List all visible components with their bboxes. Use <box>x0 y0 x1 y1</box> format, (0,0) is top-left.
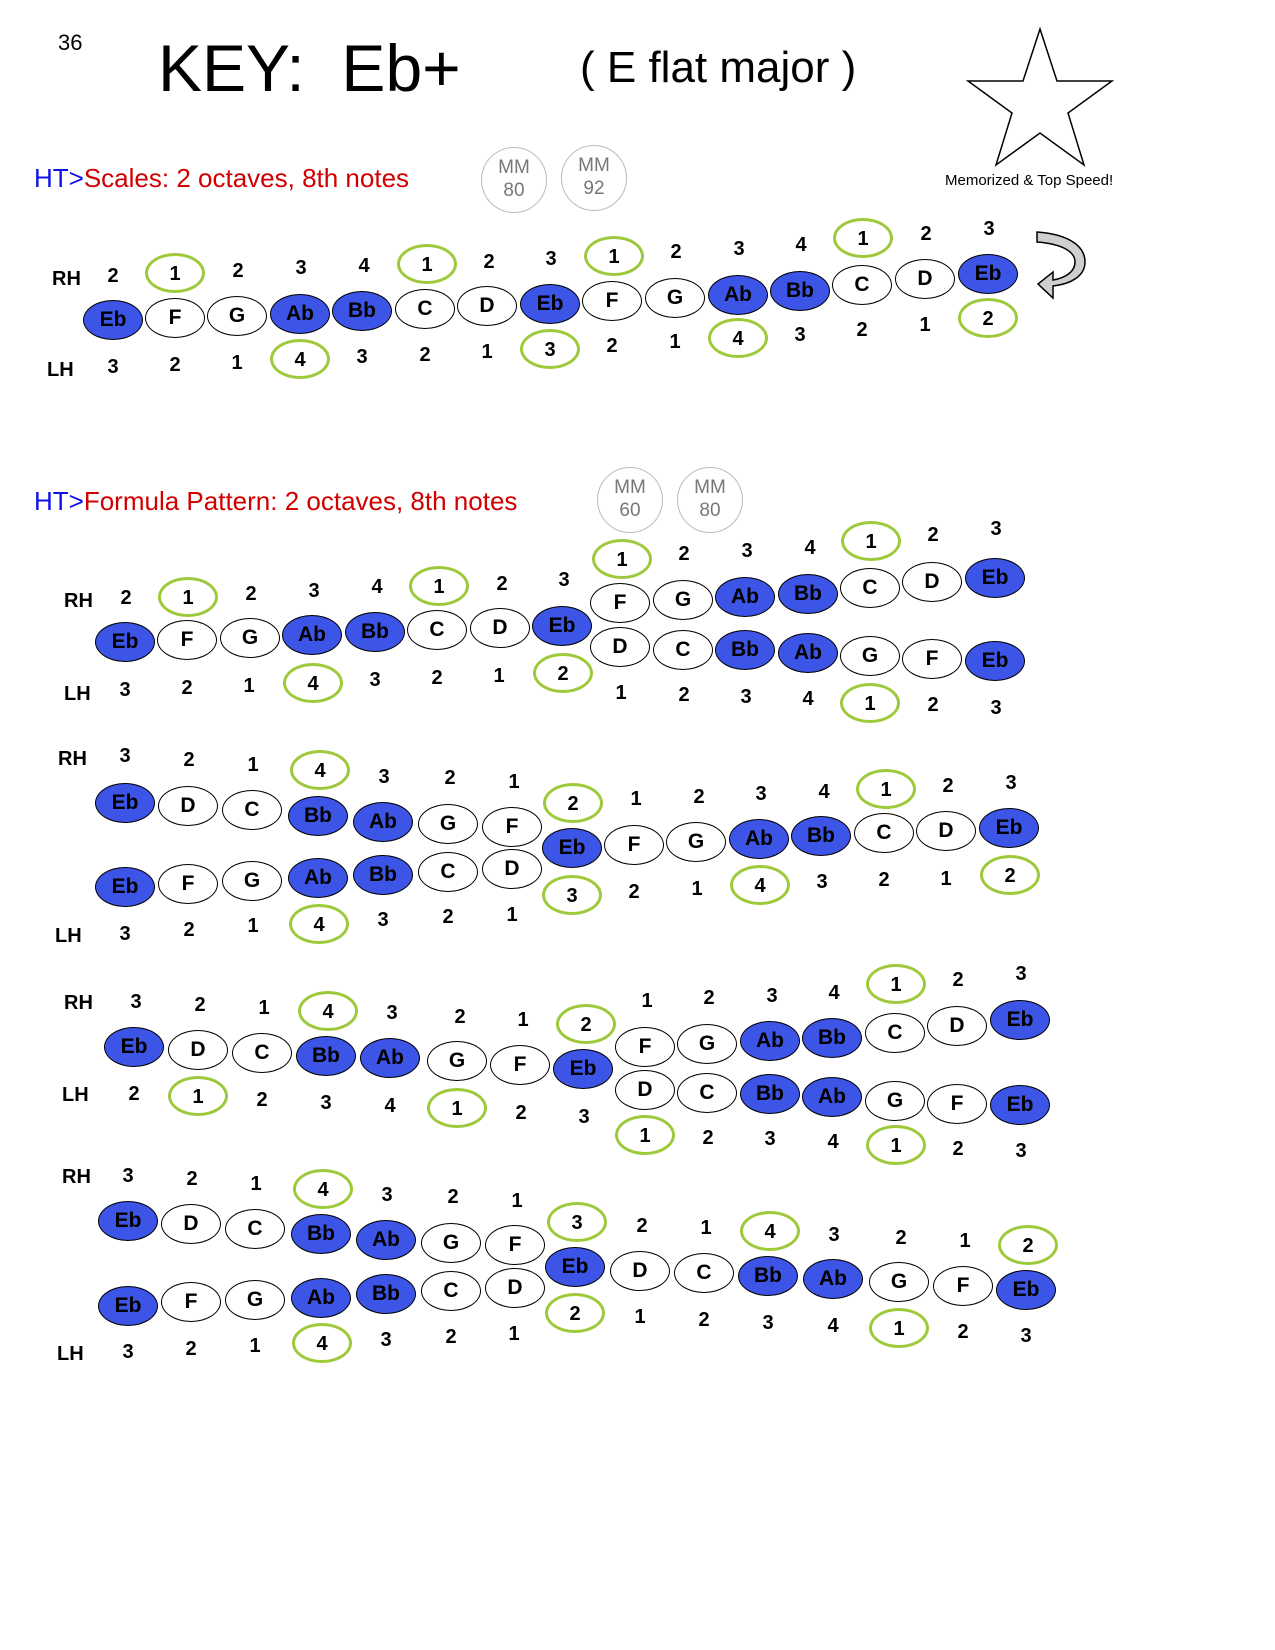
fingering-number: 3 <box>762 1312 774 1334</box>
note-bb: Bb <box>738 1256 798 1296</box>
fingering-number: 3 <box>828 1224 840 1246</box>
note-bb: Bb <box>353 855 413 895</box>
fingering-number: 3 <box>1015 1140 1027 1162</box>
note-eb: Eb <box>98 1201 158 1241</box>
fingering-number: 4 <box>827 1131 839 1153</box>
fingering-circled: 2 <box>543 783 603 823</box>
fingering-circled: 2 <box>998 1225 1058 1265</box>
fingering-number: 3 <box>320 1092 332 1114</box>
fingering-circled: 2 <box>533 653 593 693</box>
fingering-number: 2 <box>678 543 690 565</box>
note-f: F <box>158 864 218 904</box>
note-ab: Ab <box>740 1021 800 1061</box>
note-eb: Eb <box>95 622 155 662</box>
lh-label: LH <box>64 683 91 705</box>
note-f: F <box>590 583 650 623</box>
fingering-number: 1 <box>258 997 270 1019</box>
fingering-number: 2 <box>628 881 640 903</box>
note-g: G <box>418 804 478 844</box>
note-bb: Bb <box>345 612 405 652</box>
note-f: F <box>161 1282 221 1322</box>
fingering-number: 2 <box>256 1089 268 1111</box>
fingering-number: 1 <box>481 341 493 363</box>
fingering-circled: 1 <box>427 1088 487 1128</box>
fingering-number: 3 <box>386 1002 398 1024</box>
key-name: ( E flat major ) <box>580 43 857 92</box>
mm-value: 60 <box>619 500 641 521</box>
fingering-number: 1 <box>691 878 703 900</box>
rh-label: RH <box>52 268 81 290</box>
fingering-circled: 1 <box>592 539 652 579</box>
fingering-number: 2 <box>496 573 508 595</box>
page-number: 36 <box>58 30 83 55</box>
note-d: D <box>161 1204 221 1244</box>
note-g: G <box>421 1223 481 1263</box>
note-g: G <box>840 636 900 676</box>
fingering-number: 1 <box>517 1009 529 1031</box>
note-eb: Eb <box>965 558 1025 598</box>
fingering-number: 1 <box>634 1306 646 1328</box>
note-d: D <box>916 811 976 851</box>
note-ab: Ab <box>802 1077 862 1117</box>
fingering-number: 2 <box>232 260 244 282</box>
note-d: D <box>615 1070 675 1110</box>
note-ab: Ab <box>778 633 838 673</box>
fingering-number: 3 <box>308 580 320 602</box>
fingering-number: 3 <box>1005 772 1017 794</box>
note-eb: Eb <box>545 1247 605 1287</box>
fingering-number: 2 <box>442 906 454 928</box>
note-bb: Bb <box>802 1018 862 1058</box>
fingering-number: 3 <box>381 1184 393 1206</box>
fingering-number: 2 <box>703 987 715 1009</box>
note-g: G <box>869 1262 929 1302</box>
mm-label: MM <box>498 157 530 178</box>
fingering-number: 3 <box>794 324 806 346</box>
note-g: G <box>225 1280 285 1320</box>
note-c: C <box>832 265 892 305</box>
note-f: F <box>933 1266 993 1306</box>
note-eb: Eb <box>996 1270 1056 1310</box>
fingering-number: 4 <box>795 234 807 256</box>
note-f: F <box>604 825 664 865</box>
fingering-circled: 4 <box>708 318 768 358</box>
fingering-number: 2 <box>698 1309 710 1331</box>
fingering-number: 3 <box>377 909 389 931</box>
note-f: F <box>615 1027 675 1067</box>
fingering-circled: 1 <box>841 521 901 561</box>
note-ab: Ab <box>708 275 768 315</box>
fingering-number: 2 <box>693 786 705 808</box>
fingering-number: 1 <box>669 331 681 353</box>
fingering-number: 3 <box>1020 1325 1032 1347</box>
fingering-number: 2 <box>606 335 618 357</box>
note-c: C <box>677 1073 737 1113</box>
note-c: C <box>225 1209 285 1249</box>
fingering-number: 3 <box>119 745 131 767</box>
fingering-circled: 3 <box>547 1202 607 1242</box>
fingering-number: 2 <box>419 344 431 366</box>
ht-label: HT> <box>34 163 84 193</box>
fingering-circled: 1 <box>840 683 900 723</box>
fingering-number: 1 <box>493 665 505 687</box>
fingering-number: 3 <box>295 257 307 279</box>
note-c: C <box>395 289 455 329</box>
fingering-number: 2 <box>856 319 868 341</box>
lh-label: LH <box>62 1084 89 1106</box>
fingering-number: 2 <box>957 1321 969 1343</box>
note-ab: Ab <box>282 615 342 655</box>
fingering-circled: 1 <box>584 236 644 276</box>
fingering-number: 1 <box>511 1190 523 1212</box>
fingering-number: 2 <box>183 919 195 941</box>
fingering-number: 1 <box>249 1335 261 1357</box>
note-eb: Eb <box>83 300 143 340</box>
lh-label: LH <box>47 359 74 381</box>
fingering-number: 3 <box>741 540 753 562</box>
fingering-number: 3 <box>1015 963 1027 985</box>
note-ab: Ab <box>729 819 789 859</box>
fingering-number: 3 <box>764 1128 776 1150</box>
note-f: F <box>482 807 542 847</box>
fingering-circled: 4 <box>740 1211 800 1251</box>
fingering-number: 3 <box>983 218 995 240</box>
note-g: G <box>220 618 280 658</box>
fingering-number: 2 <box>431 667 443 689</box>
fingering-circled: 1 <box>869 1308 929 1348</box>
note-g: G <box>427 1041 487 1081</box>
fingering-circled: 1 <box>397 244 457 284</box>
note-c: C <box>854 813 914 853</box>
note-d: D <box>457 286 517 326</box>
note-eb: Eb <box>965 641 1025 681</box>
fingering-circled: 4 <box>293 1169 353 1209</box>
fingering-number: 3 <box>119 679 131 701</box>
note-ab: Ab <box>270 294 330 334</box>
fingering-number: 2 <box>445 1326 457 1348</box>
note-eb: Eb <box>990 1000 1050 1040</box>
fingering-circled: 4 <box>270 339 330 379</box>
fingering-circled: 1 <box>145 253 205 293</box>
fingering-number: 2 <box>245 583 257 605</box>
note-d: D <box>610 1251 670 1291</box>
fingering-number: 1 <box>508 1323 520 1345</box>
note-f: F <box>902 639 962 679</box>
fingering-circled: 4 <box>292 1323 352 1363</box>
note-f: F <box>145 298 205 338</box>
note-c: C <box>840 568 900 608</box>
note-f: F <box>485 1225 545 1265</box>
fingering-number: 2 <box>107 265 119 287</box>
fingering-number: 3 <box>119 923 131 945</box>
fingering-number: 2 <box>447 1186 459 1208</box>
fingering-number: 3 <box>740 686 752 708</box>
note-ab: Ab <box>288 858 348 898</box>
note-c: C <box>232 1033 292 1073</box>
mm-label: MM <box>578 155 610 176</box>
rh-label: RH <box>62 1166 91 1188</box>
note-g: G <box>666 822 726 862</box>
page-title: KEY: Eb+ <box>158 31 461 105</box>
fingering-circled: 1 <box>615 1115 675 1155</box>
note-bb: Bb <box>288 796 348 836</box>
fingering-circled: 1 <box>409 566 469 606</box>
fingering-number: 3 <box>990 697 1002 719</box>
fingering-number: 3 <box>107 356 119 378</box>
ht-label: HT> <box>34 486 84 516</box>
note-c: C <box>674 1253 734 1293</box>
fingering-number: 4 <box>384 1095 396 1117</box>
fingering-number: 4 <box>802 688 814 710</box>
fingering-number: 4 <box>827 1315 839 1337</box>
note-bb: Bb <box>332 291 392 331</box>
fingering-number: 2 <box>515 1102 527 1124</box>
fingering-number: 1 <box>919 314 931 336</box>
fingering-circled: 1 <box>866 1125 926 1165</box>
note-eb: Eb <box>990 1085 1050 1125</box>
fingering-circled: 3 <box>520 329 580 369</box>
fingering-number: 1 <box>641 990 653 1012</box>
fingering-number: 3 <box>816 871 828 893</box>
note-g: G <box>222 861 282 901</box>
fingering-number: 2 <box>670 241 682 263</box>
fingering-number: 1 <box>247 754 259 776</box>
note-g: G <box>645 278 705 318</box>
note-eb: Eb <box>98 1286 158 1326</box>
note-eb: Eb <box>532 606 592 646</box>
fingering-number: 2 <box>678 684 690 706</box>
note-bb: Bb <box>791 816 851 856</box>
note-eb: Eb <box>979 808 1039 848</box>
fingering-number: 3 <box>122 1341 134 1363</box>
note-bb: Bb <box>296 1036 356 1076</box>
note-d: D <box>158 786 218 826</box>
fingering-number: 2 <box>194 994 206 1016</box>
note-bb: Bb <box>770 271 830 311</box>
note-bb: Bb <box>715 630 775 670</box>
note-d: D <box>470 608 530 648</box>
fingering-number: 2 <box>952 969 964 991</box>
note-d: D <box>927 1006 987 1046</box>
star-caption: Memorized & Top Speed! <box>945 172 1114 189</box>
note-d: D <box>485 1268 545 1308</box>
fingering-number: 2 <box>128 1083 140 1105</box>
fingering-number: 2 <box>952 1138 964 1160</box>
note-d: D <box>482 849 542 889</box>
note-g: G <box>653 580 713 620</box>
rh-label: RH <box>64 992 93 1014</box>
fingering-number: 4 <box>828 982 840 1004</box>
rh-label: RH <box>58 748 87 770</box>
mm-label: MM <box>614 477 646 498</box>
note-c: C <box>865 1013 925 1053</box>
fingering-circled: 1 <box>168 1076 228 1116</box>
fingering-circled: 2 <box>545 1293 605 1333</box>
fingering-number: 2 <box>181 677 193 699</box>
fingering-number: 3 <box>558 569 570 591</box>
fingering-circled: 4 <box>298 991 358 1031</box>
note-g: G <box>207 296 267 336</box>
fingering-number: 3 <box>990 518 1002 540</box>
fingering-number: 3 <box>766 985 778 1007</box>
note-eb: Eb <box>542 828 602 868</box>
fingering-number: 3 <box>122 1165 134 1187</box>
note-bb: Bb <box>291 1214 351 1254</box>
fingering-number: 1 <box>250 1173 262 1195</box>
note-f: F <box>927 1084 987 1124</box>
note-ab: Ab <box>291 1278 351 1318</box>
fingering-number: 4 <box>818 781 830 803</box>
mm-value: 80 <box>503 180 525 201</box>
fingering-number: 2 <box>185 1338 197 1360</box>
fingering-number: 2 <box>183 749 195 771</box>
fingering-number: 2 <box>895 1227 907 1249</box>
fingering-number: 4 <box>804 537 816 559</box>
note-d: D <box>590 627 650 667</box>
fingering-circled: 2 <box>958 298 1018 338</box>
fingering-number: 3 <box>378 766 390 788</box>
fingering-circled: 4 <box>290 750 350 790</box>
fingering-number: 2 <box>120 587 132 609</box>
note-bb: Bb <box>356 1274 416 1314</box>
note-c: C <box>421 1271 481 1311</box>
scales-title-text: Scales: 2 octaves, 8th notes <box>83 163 410 193</box>
fingering-number: 2 <box>483 251 495 273</box>
note-f: F <box>157 620 217 660</box>
note-g: G <box>865 1081 925 1121</box>
fingering-circled: 1 <box>158 577 218 617</box>
fingering-number: 1 <box>231 352 243 374</box>
fingering-number: 3 <box>755 783 767 805</box>
fingering-number: 2 <box>186 1168 198 1190</box>
note-f: F <box>582 281 642 321</box>
fingering-circled: 2 <box>980 855 1040 895</box>
fingering-circled: 1 <box>856 769 916 809</box>
fingering-number: 3 <box>545 248 557 270</box>
rh-label: RH <box>64 590 93 612</box>
fingering-number: 3 <box>356 346 368 368</box>
note-ab: Ab <box>803 1259 863 1299</box>
fingering-circled: 4 <box>730 865 790 905</box>
mm-value: 80 <box>699 500 721 521</box>
fingering-circled: 4 <box>289 904 349 944</box>
note-g: G <box>677 1024 737 1064</box>
fingering-number: 1 <box>506 904 518 926</box>
fingering-number: 3 <box>369 669 381 691</box>
fingering-circled: 1 <box>833 218 893 258</box>
fingering-number: 2 <box>444 767 456 789</box>
fingering-number: 3 <box>380 1329 392 1351</box>
fingering-number: 2 <box>927 524 939 546</box>
fingering-number: 1 <box>615 682 627 704</box>
fingering-circled: 1 <box>866 964 926 1004</box>
note-ab: Ab <box>360 1038 420 1078</box>
fingering-number: 1 <box>630 788 642 810</box>
fingering-circled: 2 <box>556 1004 616 1044</box>
note-ab: Ab <box>353 802 413 842</box>
mm-value: 92 <box>583 178 605 199</box>
note-d: D <box>895 259 955 299</box>
fingering-number: 3 <box>130 991 142 1013</box>
fingering-number: 1 <box>508 771 520 793</box>
note-f: F <box>490 1045 550 1085</box>
fingering-number: 1 <box>940 868 952 890</box>
fingering-number: 2 <box>920 223 932 245</box>
fingering-number: 3 <box>578 1106 590 1128</box>
mm-label: MM <box>694 477 726 498</box>
note-bb: Bb <box>778 574 838 614</box>
fingering-number: 2 <box>942 775 954 797</box>
fingering-number: 2 <box>169 354 181 376</box>
fingering-circled: 4 <box>283 663 343 703</box>
note-ab: Ab <box>356 1220 416 1260</box>
note-c: C <box>418 852 478 892</box>
note-eb: Eb <box>95 867 155 907</box>
note-c: C <box>653 630 713 670</box>
lh-label: LH <box>55 925 82 947</box>
note-c: C <box>222 790 282 830</box>
fingering-number: 1 <box>247 915 259 937</box>
note-bb: Bb <box>740 1074 800 1114</box>
fingering-number: 2 <box>636 1215 648 1237</box>
note-d: D <box>902 562 962 602</box>
fingering-number: 4 <box>371 576 383 598</box>
fingering-number: 1 <box>700 1217 712 1239</box>
note-eb: Eb <box>104 1027 164 1067</box>
fingering-number: 1 <box>243 675 255 697</box>
fingering-number: 1 <box>959 1230 971 1252</box>
fingering-number: 4 <box>358 255 370 277</box>
fingering-number: 2 <box>927 694 939 716</box>
note-c: C <box>407 610 467 650</box>
note-ab: Ab <box>715 577 775 617</box>
formula-title-text: Formula Pattern: 2 octaves, 8th notes <box>83 486 518 516</box>
lh-label: LH <box>57 1343 84 1365</box>
fingering-number: 2 <box>702 1127 714 1149</box>
fingering-number: 2 <box>878 869 890 891</box>
fingering-number: 3 <box>733 238 745 260</box>
note-eb: Eb <box>553 1049 613 1089</box>
fingering-circled: 3 <box>542 875 602 915</box>
fingering-number: 2 <box>454 1006 466 1028</box>
note-d: D <box>168 1030 228 1070</box>
note-eb: Eb <box>958 254 1018 294</box>
note-eb: Eb <box>520 284 580 324</box>
note-eb: Eb <box>95 783 155 823</box>
